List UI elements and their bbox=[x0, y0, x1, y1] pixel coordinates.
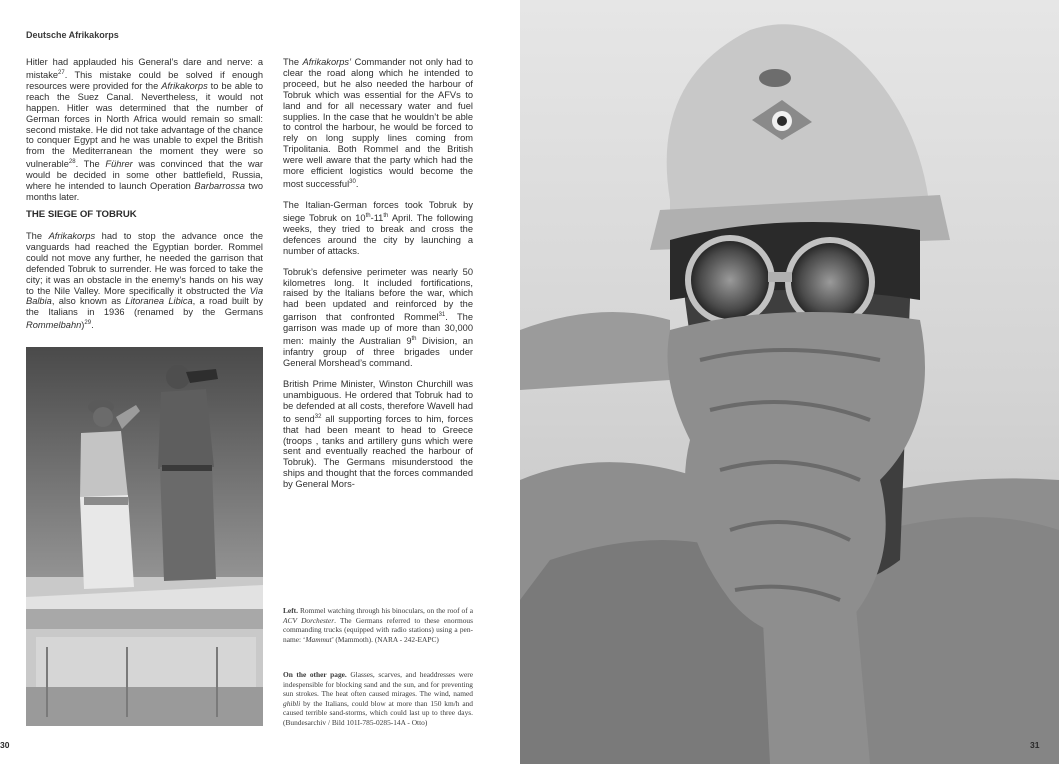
running-head: Deutsche Afrikakorps bbox=[26, 30, 119, 40]
paragraph: British Prime Minister, Winston Churchill was unambiguous. He ordered that Tobruk had to be defended at all costs, therefore Wavell had to send$^{32}$ all supporting forces to him, forces that had been meant to head to Greece (troops , tanks and artillery guns which were sent and eventually reached the harbour of Tobruk). The Germans misunderstood the ships and thought that the forces commanded by General Mors- bbox=[283, 378, 473, 490]
paragraph: The Afrikakorps had to stop the advance once the vanguards had reached the Egyptian border. Rommel could not move any further, he needed the garrison that defended Tobruk to surrender. He was forced to take the city; it was an obstacle in the enemy’s hands on his way to the Nile Valley. More specifically it obstructed the Via Balbia, also known as Litoranea Libica, a road built by the Italians in 1936 (renamed by the Germans Rommelbahn)$^{29}$. bbox=[26, 231, 264, 331]
soldier-with-goggles-and-scarf-photo bbox=[520, 0, 1059, 764]
paragraph: The Italian-German forces took Tobruk by siege Tobruk on 10th-11th April. The following weeks, they tried to break and cross the defences around the city by launching a number of attacks. bbox=[283, 199, 473, 256]
two-officers-on-truck-roof-photo bbox=[26, 347, 263, 726]
paragraph: Tobruk’s defensive perimeter was nearly 50 kilometres long. It included fortifications, raised by the Italians before the war, which had been updated and reinforced by the garrison that confronted Rommel$^{31}$. The garrison was made up of more than 30,000 men: mainly the Australian 9th Division, an infantry group of three brigades under General Morshead’s command. bbox=[283, 266, 474, 369]
caption-left-photo: Left. Rommel watching through his binoculars, on the roof of a ACV Dorchester. The Germans referred to these enormous commanding trucks (equipped with radio stations) using a pen-name: ‘Mammut’ (Mammoth). (NARA - 242-EAPC) bbox=[283, 606, 474, 644]
paragraph: The Afrikakorps’ Commander not only had to clear the road along which he intended to proceed, but he also needed the harbour of Tobruk which was essential for the AFVs to land and for all necessary water and fuel supplies. In the case that he wouldn’t be able to control the harbour, he would be forced to rely on long supply lines coming from Tripolitania. Both Rommel and the British were well aware that the party which had the more efficient logistics would become the most successful$^{30}$. bbox=[283, 57, 474, 190]
caption-right-photo: On the other page. Glasses, scarves, and headdresses were indespensible for blocking sand and the sun, and for preventing sun strokes. The heat often caused mirages. The wind, named ghibli by the Italians, could blow at more than 150 km/h and caused terrible sand-storms, which could last up to three days. (Bundesarchiv / Bild 101I-785-0285-14A - Otto) bbox=[283, 670, 473, 727]
left-page bbox=[0, 0, 520, 764]
left-column-top bbox=[26, 57, 263, 213]
page-number-left: 30 bbox=[0, 740, 10, 750]
right-page bbox=[520, 0, 1059, 764]
section-heading: THE SIEGE OF TOBRUK bbox=[26, 209, 137, 220]
paragraph: Hitler had applauded his General’s dare and nerve: a mistake$^{27}$. This mistake could be solved if enough resources were provided for the Afrikakorps to be able to reach the Suez Canal. Nevertheless, it would not happen. Hitler was determined that the number of German forces in North Africa would remain so small: second mistake. He did not take advantage of the chance to conquer Egypt and he was unable to expel the British from the Mediterranean the moment they were so vulnerable$^{28}$. The Führer was convinced that the war would be decided in some other battlefield, Russia, where he intended to launch Operation Barbarrossa two months later. bbox=[26, 57, 263, 203]
right-column bbox=[283, 57, 473, 500]
left-column-bottom bbox=[26, 231, 263, 341]
page-number-right: 31 bbox=[1030, 740, 1040, 750]
